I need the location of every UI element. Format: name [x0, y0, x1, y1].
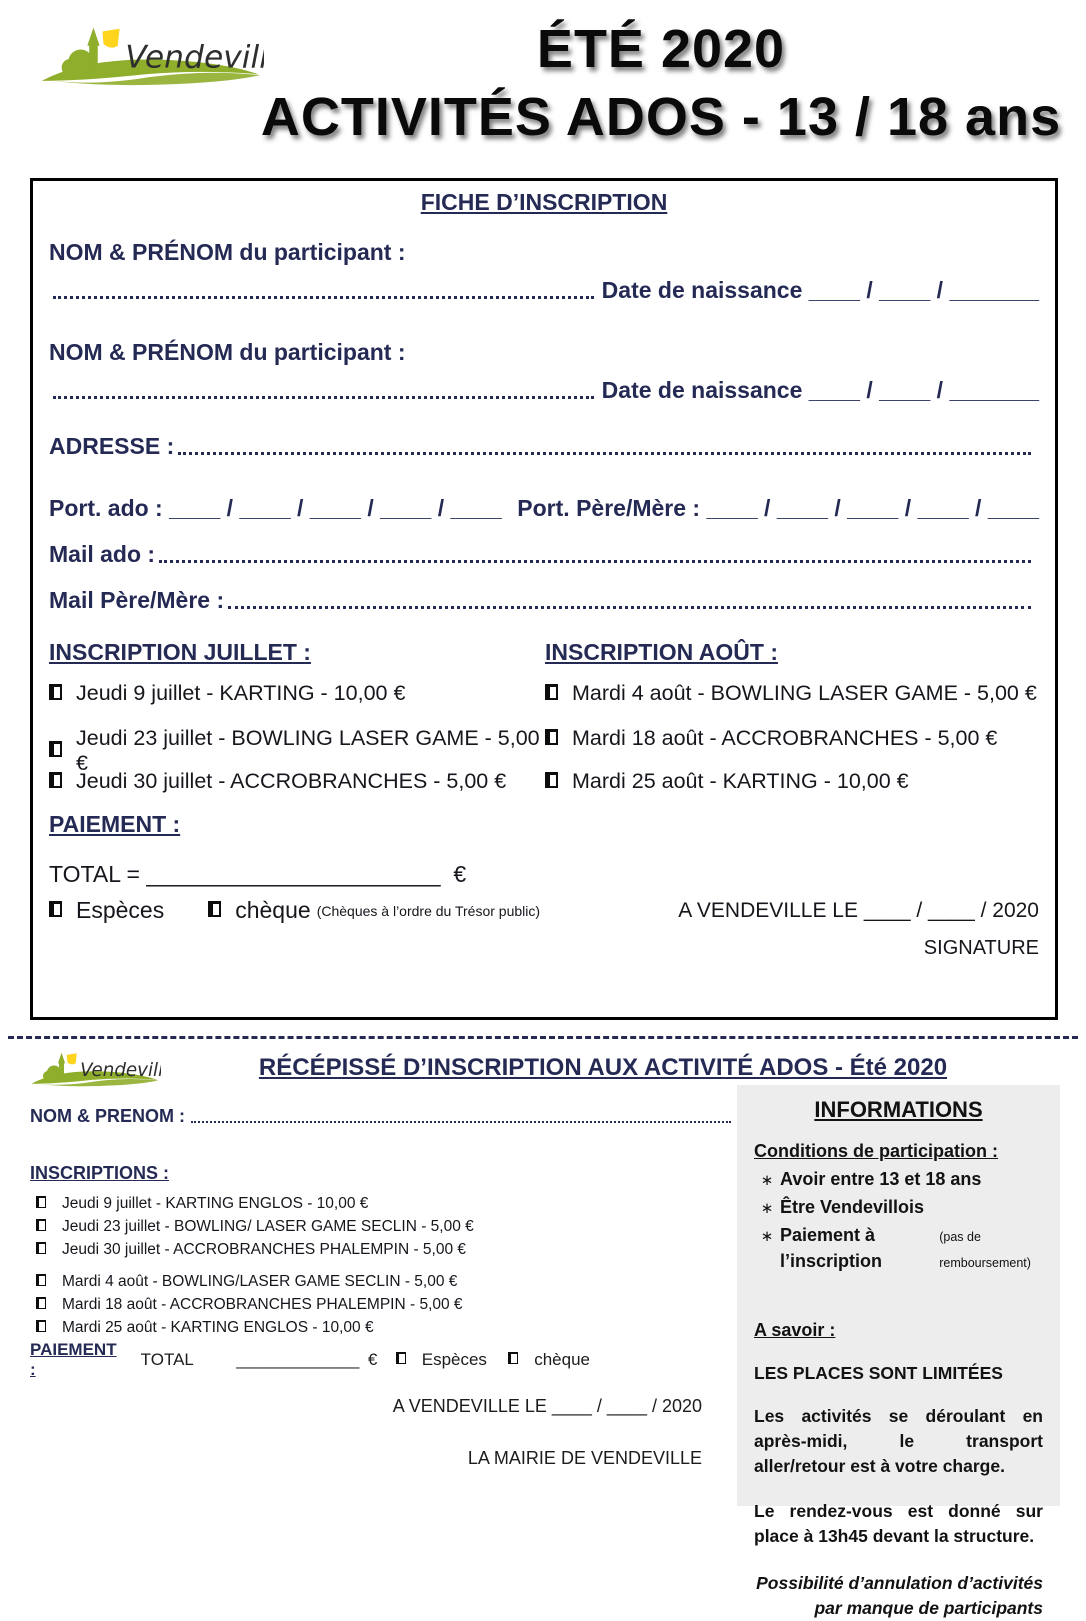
places-line: LES PLACES SONT LIMITÉES	[754, 1363, 1003, 1383]
total-label: TOTAL =	[49, 861, 140, 887]
euro-sign: €	[453, 861, 467, 887]
cheque-label: chèque	[235, 897, 311, 923]
receipt-activity: Jeudi 9 juillet - KARTING ENGLOS - 10,00 €	[62, 1195, 369, 1212]
receipt-inscriptions-title: INSCRIPTIONS :	[30, 1163, 170, 1183]
receipt-activity: Jeudi 30 juillet - ACCROBRANCHES PHALEMPIN - 5,00 €	[62, 1241, 467, 1258]
cancellation-note: Possibilité d’annulation d’activités par manque de participants	[756, 1573, 1043, 1618]
participant1-label: NOM & PRÉNOM du participant :	[49, 239, 406, 265]
receipt-nom-field[interactable]	[191, 1121, 731, 1123]
info-paragraph-1: Les activités se déroulant en après-midi, le transport aller/retour est à votre charge.	[754, 1406, 1043, 1476]
participant2-label: NOM & PRÉNOM du participant :	[49, 339, 406, 365]
r-checkbox-aout-1[interactable]	[36, 1274, 46, 1286]
checkbox-juillet-3[interactable]	[49, 772, 62, 788]
checkbox-juillet-2[interactable]	[49, 741, 62, 757]
registration-form	[30, 178, 1058, 1020]
r-checkbox-juillet-2[interactable]	[36, 1219, 46, 1231]
especes-label: Espèces	[76, 897, 165, 923]
total-field[interactable]: _______________________	[146, 861, 441, 887]
condition-item: ∗ Paiement à l’inscription (pas de remboursement)	[754, 1222, 1043, 1276]
receipt-activity: Mardi 4 août - BOWLING/LASER GAME SECLIN - 5,00 €	[62, 1273, 458, 1290]
activity-label: Jeudi 23 juillet - BOWLING LASER GAME - 5,00 €	[76, 726, 540, 775]
title-year: ÉTÉ 2020	[536, 19, 786, 79]
checkbox-aout-3[interactable]	[545, 772, 558, 788]
inscription-aout-title: INSCRIPTION AOÛT :	[545, 639, 778, 665]
port-parent-field[interactable]: ____ / ____ / ____ / ____ / ____	[706, 495, 1039, 521]
mail-parent-field[interactable]	[228, 606, 1031, 609]
vendeville-logo	[36, 20, 264, 98]
activity-label: Mardi 4 août - BOWLING LASER GAME - 5,00 €	[572, 681, 1037, 705]
receipt-nom-label: NOM & PRENOM :	[30, 1106, 185, 1126]
a-savoir-title: A savoir :	[754, 1320, 836, 1340]
receipt-paiement-title: PAIEMENT :	[30, 1340, 117, 1379]
receipt-section	[0, 1048, 1086, 1618]
r-checkbox-juillet-3[interactable]	[36, 1242, 46, 1254]
place-date-line[interactable]: A VENDEVILLE LE ____ / ____ / 2020	[678, 898, 1039, 922]
signature-label: SIGNATURE	[923, 937, 1039, 959]
conditions-note: (pas de remboursement)	[939, 1230, 1031, 1270]
receipt-place-date[interactable]: A VENDEVILLE LE ____ / ____ / 2020	[392, 1396, 702, 1416]
vendeville-logo-small	[28, 1048, 161, 1094]
paiement-title: PAIEMENT :	[49, 811, 181, 837]
cut-line	[8, 1036, 1078, 1039]
inscription-juillet-title: INSCRIPTION JUILLET :	[49, 639, 311, 665]
checkbox-cheque[interactable]	[208, 901, 221, 917]
page-title	[250, 16, 1072, 151]
activity-label: Mardi 25 août - KARTING - 10,00 €	[572, 769, 909, 793]
cheque-note: (Chèques à l’ordre du Trésor public)	[316, 902, 541, 919]
participant1-name-field[interactable]	[53, 296, 594, 299]
port-ado-field[interactable]: ____ / ____ / ____ / ____ / ____	[169, 495, 502, 521]
port-ado-label: Port. ado :	[49, 495, 163, 521]
condition-item: ∗ Avoir entre 13 et 18 ans	[754, 1166, 1043, 1194]
r-checkbox-aout-3[interactable]	[36, 1320, 46, 1332]
adresse-field[interactable]	[178, 452, 1031, 455]
conditions-title: Conditions de participation :	[754, 1141, 998, 1161]
bullet-icon: ∗	[760, 1200, 774, 1217]
participant2-name-field[interactable]	[53, 396, 594, 399]
title-activities: ACTIVITÉS ADOS - 13 / 18 ans	[260, 86, 1062, 147]
r-checkbox-especes[interactable]	[396, 1352, 406, 1364]
info-paragraph-2: Le rendez-vous est donné sur place à 13h45 devant la structure.	[754, 1501, 1043, 1546]
r-checkbox-cheque[interactable]	[508, 1352, 518, 1364]
mail-parent-label: Mail Père/Mère :	[49, 587, 225, 613]
dob2-field[interactable]: ____ / ____ / _______	[808, 377, 1039, 403]
receipt-euro-sign: €	[367, 1350, 378, 1369]
bullet-icon: ∗	[760, 1228, 774, 1245]
activity-label: Mardi 18 août - ACCROBRANCHES - 5,00 €	[572, 726, 998, 750]
receipt-total-label: TOTAL	[140, 1350, 194, 1369]
checkbox-aout-1[interactable]	[545, 684, 558, 700]
r-checkbox-juillet-1[interactable]	[36, 1196, 46, 1208]
receipt-activity: Jeudi 23 juillet - BOWLING/ LASER GAME SECLIN - 5,00 €	[62, 1218, 474, 1235]
informations-title: INFORMATIONS	[814, 1097, 983, 1122]
receipt-activity: Mardi 25 août - KARTING ENGLOS - 10,00 €	[62, 1319, 374, 1336]
bullet-icon: ∗	[760, 1172, 774, 1189]
form-title: FICHE D’INSCRIPTION	[420, 189, 668, 215]
dob2-label: Date de naissance	[601, 377, 803, 403]
dob1-field[interactable]: ____ / ____ / _______	[808, 277, 1039, 303]
receipt-cheque-label: chèque	[534, 1350, 590, 1369]
checkbox-especes[interactable]	[49, 901, 62, 917]
checkbox-aout-2[interactable]	[545, 729, 558, 745]
mail-ado-field[interactable]	[159, 560, 1031, 563]
r-checkbox-aout-2[interactable]	[36, 1297, 46, 1309]
receipt-total-field[interactable]: _____________	[236, 1350, 360, 1369]
mail-ado-label: Mail ado :	[49, 541, 156, 567]
receipt-especes-label: Espèces	[421, 1350, 487, 1369]
dob1-label: Date de naissance	[601, 277, 803, 303]
checkbox-juillet-1[interactable]	[49, 684, 62, 700]
adresse-label: ADRESSE :	[49, 433, 175, 459]
receipt-activity: Mardi 18 août - ACCROBRANCHES PHALEMPIN - 5,00 €	[62, 1296, 463, 1313]
informations-box	[737, 1085, 1060, 1618]
activity-label: Jeudi 9 juillet - KARTING - 10,00 €	[76, 681, 406, 705]
receipt-title: RÉCÉPISSÉ D’INSCRIPTION AUX ACTIVITÉ ADOS - Été 2020	[258, 1054, 948, 1081]
port-parent-label: Port. Père/Mère :	[517, 495, 701, 521]
activity-label: Jeudi 30 juillet - ACCROBRANCHES - 5,00 €	[76, 769, 507, 793]
condition-item: ∗ Être Vendevillois	[754, 1194, 1043, 1222]
mairie-label: LA MAIRIE DE VENDEVILLE	[467, 1448, 702, 1468]
